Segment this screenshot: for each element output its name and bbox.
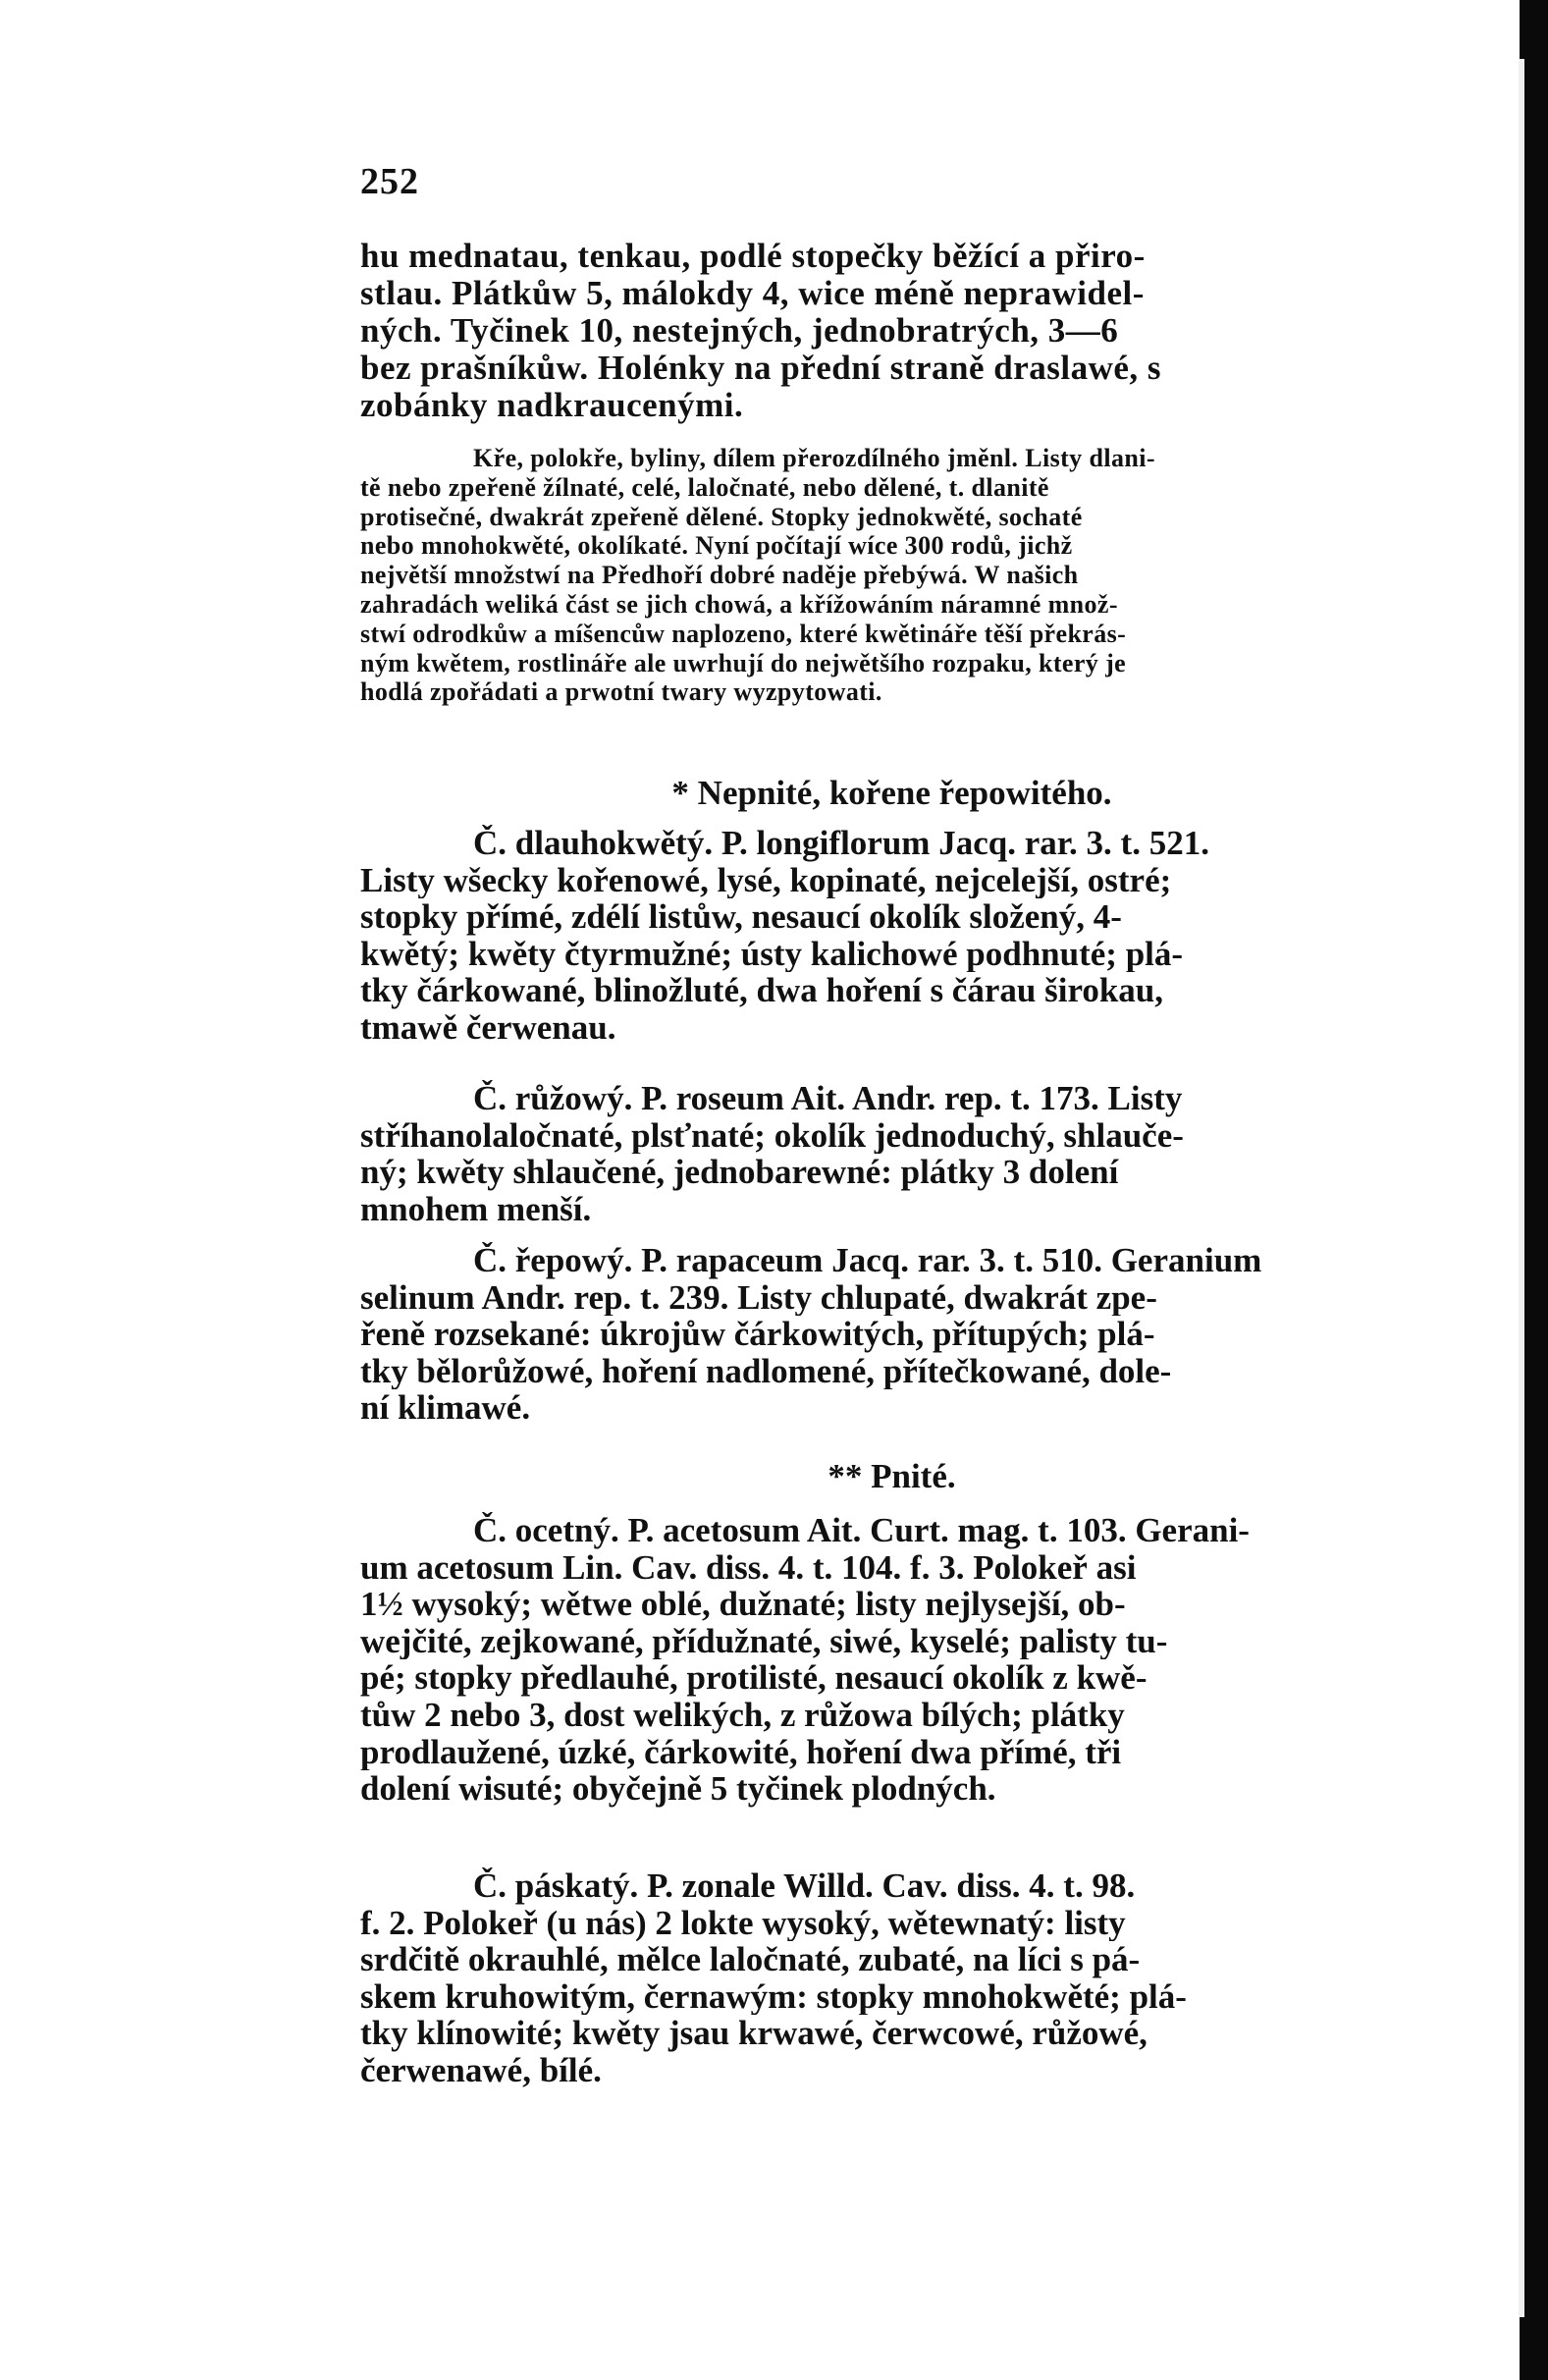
text-line: skem kruhowitým, černawým: stopky mnohokwěté; plá- xyxy=(360,1977,1187,2016)
text-line: řeně rozsekané: úkrojůw čárkowitých, přítupých; plá- xyxy=(360,1316,1155,1353)
genus-paragraph xyxy=(360,444,1423,707)
text-line: tky bělorůžowé, hoření nadlomené, přítečkowané, dole- xyxy=(360,1352,1172,1390)
text-line: Č. páskatý. P. zonale Willd. Cav. diss. 4. t. 98. xyxy=(473,1867,1136,1905)
text-line: tě nebo zpeřeně žílnaté, celé, laločnaté, nebo dělené, t. dlanitě xyxy=(360,472,1049,502)
species-entry xyxy=(360,1512,1423,1808)
text-line: čerwenawé, bílé. xyxy=(360,2051,602,2089)
text-line: Listy wšecky kořenowé, lysé, kopinaté, nejcelejší, ostré; xyxy=(360,861,1172,899)
text-line: srdčitě okrauhlé, mělce laločnaté, zubaté, na líci s pá- xyxy=(360,1941,1141,1978)
species-entry xyxy=(360,1242,1423,1427)
text-line: Č. dlauhokwětý. P. longiflorum Jacq. rar. 3. t. 521. xyxy=(473,825,1209,862)
text-line: pé; stopky předlauhé, protilisté, nesaucí okolík z kwě- xyxy=(360,1659,1148,1697)
text-line: wejčité, zejkowané, přídužnaté, siwé, kyselé; palisty tu- xyxy=(360,1622,1168,1660)
text-line: nebo mnohokwěté, okolíkaté. Nyní počítají wíce 300 rodů, jichž xyxy=(360,531,1073,561)
text-line: 1½ wysoký; wětwe oblé, dužnaté; listy nejlysejší, ob- xyxy=(360,1586,1126,1623)
section-heading: * Nepnité, kořene řepowitého. xyxy=(671,774,1112,812)
text-line: zobánky nadkraucenými. xyxy=(360,387,744,424)
text-line: Č. růžowý. P. roseum Ait. Andr. rep. t. 173. Listy xyxy=(473,1080,1183,1117)
text-line: Č. ocetný. P. acetosum Ait. Curt. mag. t. 103. Gerani- xyxy=(473,1512,1250,1549)
text-line: ní klimawé. xyxy=(360,1389,531,1427)
species-entry xyxy=(360,1080,1423,1227)
text-line: kwětý; kwěty čtyrmužné; ústy kalichowé podhnuté; plá- xyxy=(360,935,1184,973)
text-line: protisečné, dwakrát zpeřeně dělené. Stopky jednokwěté, sochaté xyxy=(360,502,1083,531)
section-heading: ** Pnité. xyxy=(827,1457,956,1495)
text-line: prodlaužené, úzké, čárkowité, hoření dwa přímé, tři xyxy=(360,1733,1122,1771)
text-line: hodlá zpořádati a prwotní twary wyzpytowati. xyxy=(360,677,882,707)
text-line: stříhanolaločnaté, plsťnaté; okolík jednoduchý, shlauče- xyxy=(360,1116,1184,1155)
text-line: mnohem menší. xyxy=(360,1190,592,1228)
species-entry xyxy=(360,825,1423,1047)
text-line: stlau. Plátkůw 5, málokdy 4, wice méně neprawidel- xyxy=(360,275,1145,312)
intro-paragraph xyxy=(360,238,1423,424)
text-line: ným kwětem, rostlináře ale uwrhují do nejwětšího rozpaku, který je xyxy=(360,648,1127,677)
text-line: Kře, polokře, byliny, dílem přerozdílného jměnl. Listy dlani- xyxy=(473,444,1155,472)
text-line: tky čárkowané, blinožluté, dwa hoření s čárau širokau, xyxy=(360,972,1164,1009)
species-entry xyxy=(360,1867,1423,2089)
text-line: stwí odrodkůw a míšencůw naplozeno, které kwětináře těší překrás- xyxy=(360,619,1127,648)
text-line: um acetosum Lin. Cav. diss. 4. t. 104. f. 3. Polokeř asi xyxy=(360,1548,1137,1587)
text-line: největší množstwí na Předhoří dobré naděje přebýwá. W našich xyxy=(360,561,1079,590)
text-line: tky klínowité; kwěty jsau krwawé, čerwcowé, růžowé, xyxy=(360,2015,1148,2052)
text-line: zahradách weliká část se jich chowá, a křížowáním náramné množ- xyxy=(360,589,1118,619)
text-line: hu mednatau, tenkau, podlé stopečky běžící a přiro- xyxy=(360,238,1146,275)
text-line: tmawě čerwenau. xyxy=(360,1008,616,1047)
text-line: f. 2. Polokeř (u nás) 2 lokte wysoký, wětewnatý: listy xyxy=(360,1904,1126,1942)
text-line: tůw 2 nebo 3, dost welikých, z růžowa bílých; plátky xyxy=(360,1696,1125,1734)
text-line: ných. Tyčinek 10, nestejných, jednobratrých, 3—6 xyxy=(360,312,1119,350)
page-edge-line xyxy=(1519,59,1524,2317)
text-line: dolení wisuté; obyčejně 5 tyčinek plodných. xyxy=(360,1770,996,1808)
text-line: stopky přímé, zdélí listůw, nesaucí okolík složený, 4- xyxy=(360,898,1122,936)
page-number: 252 xyxy=(360,161,419,202)
text-line: Č. řepowý. P. rapaceum Jacq. rar. 3. t. 510. Geranium xyxy=(473,1242,1262,1279)
text-line: selinum Andr. rep. t. 239. Listy chlupaté, dwakrát zpe- xyxy=(360,1278,1157,1317)
text-line: ný; kwěty shlaučené, jednobarewné: plátky 3 dolení xyxy=(360,1154,1119,1191)
text-line: bez prašníkůw. Holénky na přední straně draslawé, s xyxy=(360,350,1162,387)
